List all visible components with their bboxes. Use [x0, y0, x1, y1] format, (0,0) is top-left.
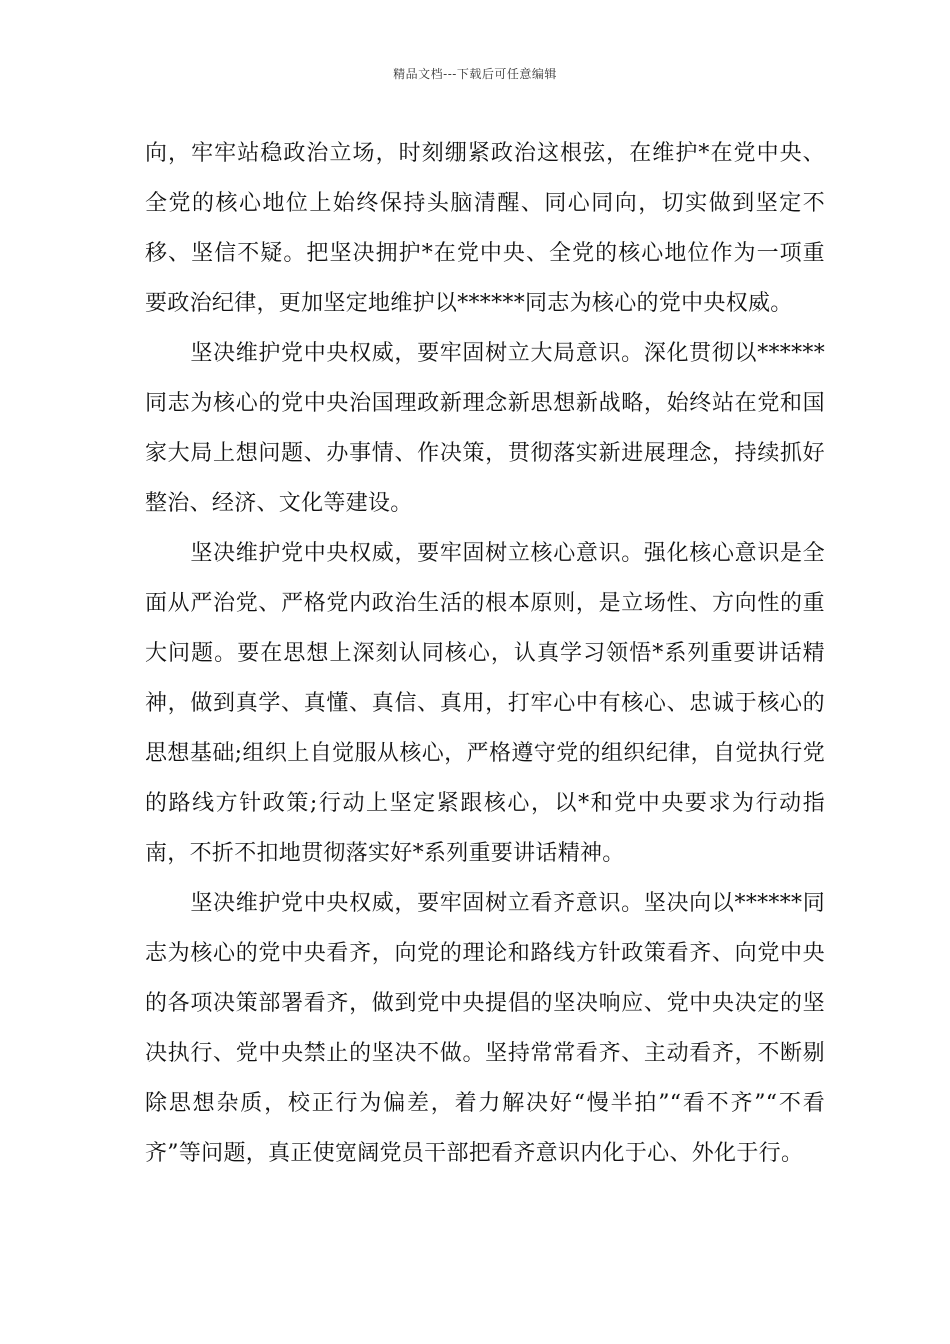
page-header: 精品文档---下载后可任意编辑: [393, 67, 557, 81]
paragraph-1: 向，牢牢站稳政治立场，时刻绷紧政治这根弦，在维护*在党中央、全党的核心地位上始终保持头脑清醒、同心同向，切实做到坚定不移、坚信不疑。把坚决拥护*在党中央、全党的核心地位作为一项重要政治纪律，更加坚定地维护以******同志为核心的党中央权威。: [145, 141, 825, 316]
document-body: [145, 129, 825, 1179]
paragraph-3: 坚决维护党中央权威，要牢固树立核心意识。强化核心意识是全面从严治党、严格党内政治生活的根本原则，是立场性、方向性的重大问题。要在思想上深刻认同核心，认真学习领悟*系列重要讲话精神，做到真学、真懂、真信、真用，打牢心中有核心、忠诚于核心的思想基础;组织上自觉服从核心，严格遵守党的组织纪律，自觉执行党的路线方针政策;行动上坚定紧跟核心，以*和党中央要求为行动指南，不折不扣地贯彻落实好*系列重要讲话精神。: [145, 541, 825, 866]
paragraph-2: 坚决维护党中央权威，要牢固树立大局意识。深化贯彻以******同志为核心的党中央治国理政新理念新思想新战略，始终站在党和国家大局上想问题、办事情、作决策，贯彻落实新进展理念，持续抓好整治、经济、文化等建设。: [145, 341, 825, 516]
paragraph-4: 坚决维护党中央权威，要牢固树立看齐意识。坚决向以******同志为核心的党中央看齐，向党的理论和路线方针政策看齐、向党中央的各项决策部署看齐，做到党中央提倡的坚决响应、党中央决定的坚决执行、党中央禁止的坚决不做。坚持常常看齐、主动看齐，不断剔除思想杂质，校正行为偏差，着力解决好“慢半拍”“看不齐”“不看齐”等问题，真正使宽阔党员干部把看齐意识内化于心、外化于行。: [145, 891, 825, 1166]
